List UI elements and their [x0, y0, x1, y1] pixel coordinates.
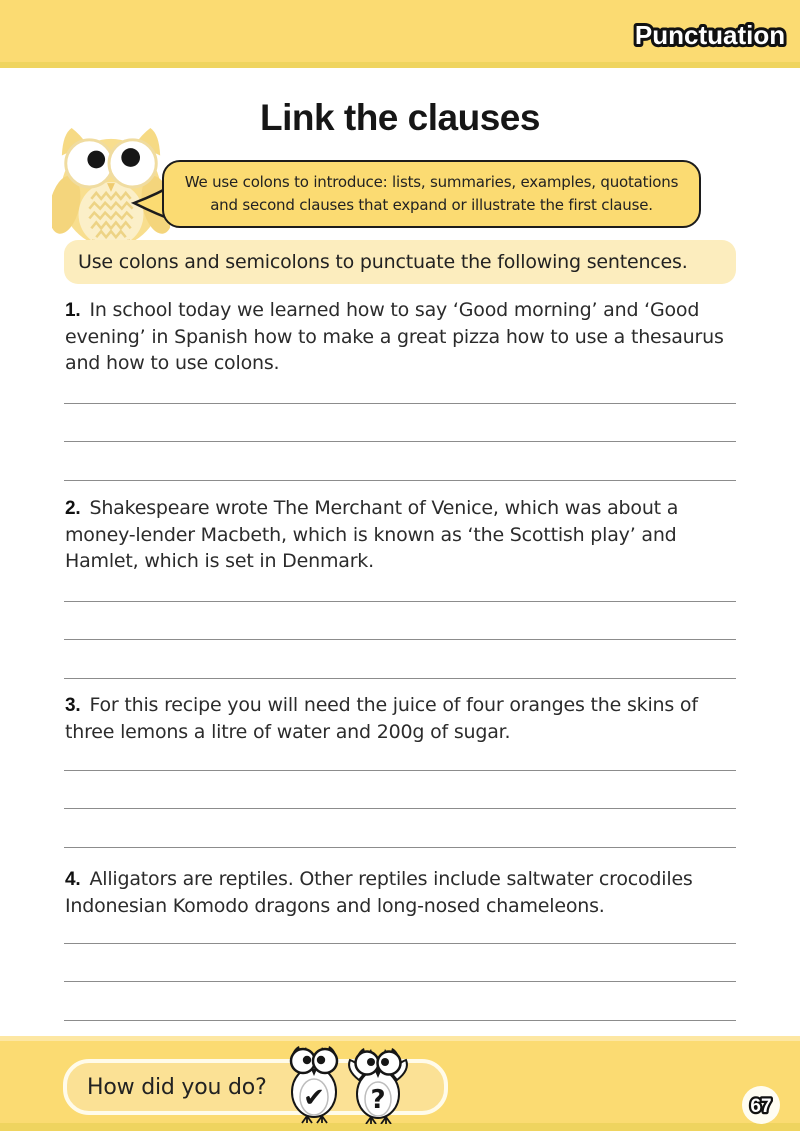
answer-line[interactable]: [64, 640, 736, 679]
top-band-edge: [0, 62, 800, 68]
answer-lines-group-2: [64, 563, 736, 679]
page-number-badge: [742, 1086, 780, 1124]
answer-line[interactable]: [64, 982, 736, 1021]
answer-line[interactable]: [64, 602, 736, 641]
question-glyph: ?: [370, 1085, 386, 1115]
instruction-text: Use colons and semicolons to punctuate the following sentences.: [78, 251, 688, 273]
instruction-banner: [64, 240, 736, 284]
answer-line[interactable]: [64, 905, 736, 944]
exercise-number: 3.: [65, 695, 81, 716]
answer-lines-group-1: [64, 365, 736, 481]
category-badge-text: Punctuation: [634, 20, 786, 50]
answer-line[interactable]: [64, 809, 736, 848]
owl-question-icon: [349, 1048, 407, 1124]
answer-lines-group-3: [64, 732, 736, 848]
footer-prompt: How did you do?: [87, 1074, 267, 1100]
page-number-text: 67: [750, 1096, 772, 1117]
speech-bubble: [162, 160, 701, 228]
speech-bubble-line1: We use colons to introduce: lists, summaries, examples, quotations: [184, 173, 679, 191]
footer-band-bottom-edge: [0, 1123, 800, 1131]
page-title: Link the clauses: [260, 97, 540, 138]
answer-lines-group-4: [64, 905, 736, 1021]
owl-check-icon: [290, 1046, 338, 1123]
exercise-text: Alligators are reptiles. Other reptiles include saltwater crocodiles Indonesian Komodo dragons and long-nosed chameleons.: [65, 868, 693, 917]
category-badge: [630, 12, 790, 56]
footer-owls: [282, 1044, 412, 1124]
exercise-text: For this recipe you will need the juice of four oranges the skins of three lemons a litre of water and 200g of sugar.: [65, 694, 698, 743]
answer-line[interactable]: [64, 944, 736, 983]
answer-line[interactable]: [64, 442, 736, 481]
answer-line[interactable]: [64, 563, 736, 602]
exercise-text: In school today we learned how to say ‘Good morning’ and ‘Good evening’ in Spanish how to make a great pizza how to use a thesaurus and how to use colons.: [65, 299, 724, 374]
speech-bubble-line2: and second clauses that expand or illustrate the first clause.: [210, 196, 653, 214]
exercise-number: 4.: [65, 869, 81, 890]
answer-line[interactable]: [64, 404, 736, 443]
check-glyph: ✔: [303, 1083, 325, 1113]
exercise-number: 1.: [65, 300, 81, 321]
answer-line[interactable]: [64, 365, 736, 404]
exercise-number: 2.: [65, 498, 81, 519]
answer-line[interactable]: [64, 771, 736, 810]
answer-line[interactable]: [64, 732, 736, 771]
exercise-text: Shakespeare wrote The Merchant of Venice, which was about a money-lender Macbeth, which is known as ‘the Scottish play’ and Hamlet, which is set in Denmark.: [65, 497, 679, 572]
